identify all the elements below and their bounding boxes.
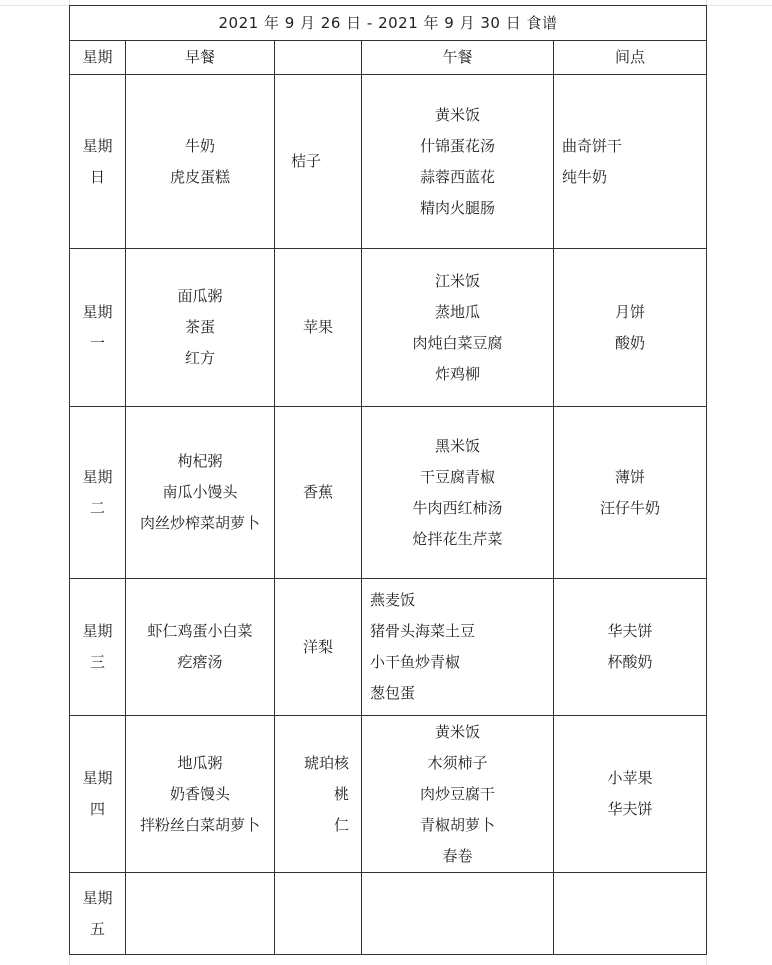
menu-title: 2021 年 9 月 26 日 - 2021 年 9 月 30 日 食谱 bbox=[70, 6, 707, 41]
fruit-cell: 洋梨 bbox=[275, 579, 362, 716]
header-breakfast: 早餐 bbox=[126, 41, 275, 75]
lunch-cell: 黄米饭 木须柿子 肉炒豆腐干 青椒胡萝卜 春卷 bbox=[362, 716, 554, 873]
weekday-cell: 星期 五 bbox=[70, 873, 126, 955]
title-row bbox=[70, 6, 707, 41]
weekday-cell: 星期 二 bbox=[70, 407, 126, 579]
table-row bbox=[70, 579, 707, 716]
breakfast-cell: 牛奶 虎皮蛋糕 bbox=[126, 75, 275, 249]
header-row bbox=[70, 41, 707, 75]
snack-cell: 华夫饼 杯酸奶 bbox=[554, 579, 707, 716]
fruit-cell: 香蕉 bbox=[275, 407, 362, 579]
breakfast-cell: 枸杞粥 南瓜小馒头 肉丝炒榨菜胡萝卜 bbox=[126, 407, 275, 579]
table-row bbox=[70, 75, 707, 249]
lunch-cell bbox=[362, 873, 554, 955]
breakfast-cell: 地瓜粥 奶香馒头 拌粉丝白菜胡萝卜 bbox=[126, 716, 275, 873]
table-row bbox=[70, 716, 707, 873]
breakfast-cell: 虾仁鸡蛋小白菜 疙瘩汤 bbox=[126, 579, 275, 716]
table-row bbox=[70, 873, 707, 955]
breakfast-cell: 面瓜粥 茶蛋 红方 bbox=[126, 249, 275, 407]
snack-cell: 小苹果 华夫饼 bbox=[554, 716, 707, 873]
snack-cell: 薄饼 汪仔牛奶 bbox=[554, 407, 707, 579]
header-weekday: 星期 bbox=[70, 41, 126, 75]
header-snack: 间点 bbox=[554, 41, 707, 75]
snack-cell bbox=[554, 873, 707, 955]
lunch-cell: 黄米饭 什锦蛋花汤 蒜蓉西蓝花 精肉火腿肠 bbox=[362, 75, 554, 249]
fruit-cell bbox=[275, 873, 362, 955]
weekday-cell: 星期 日 bbox=[70, 75, 126, 249]
header-fruit bbox=[275, 41, 362, 75]
weekday-cell: 星期 四 bbox=[70, 716, 126, 873]
weekday-cell: 星期 一 bbox=[70, 249, 126, 407]
weekday-cell: 星期 三 bbox=[70, 579, 126, 716]
lunch-cell: 燕麦饭 猪骨头海菜土豆 小干鱼炒青椒 葱包蛋 bbox=[362, 579, 554, 716]
lunch-cell: 黑米饭 干豆腐青椒 牛肉西红柿汤 炝拌花生芹菜 bbox=[362, 407, 554, 579]
fruit-cell: 苹果 bbox=[275, 249, 362, 407]
header-lunch: 午餐 bbox=[362, 41, 554, 75]
breakfast-cell bbox=[126, 873, 275, 955]
menu-table bbox=[69, 5, 707, 955]
fruit-cell: 桔子 bbox=[275, 75, 362, 249]
snack-cell: 曲奇饼干 纯牛奶 bbox=[554, 75, 707, 249]
snack-cell: 月饼 酸奶 bbox=[554, 249, 707, 407]
fruit-cell: 琥珀核 桃 仁 bbox=[275, 716, 362, 873]
table-row bbox=[70, 407, 707, 579]
table-row bbox=[70, 249, 707, 407]
lunch-cell: 江米饭 蒸地瓜 肉炖白菜豆腐 炸鸡柳 bbox=[362, 249, 554, 407]
